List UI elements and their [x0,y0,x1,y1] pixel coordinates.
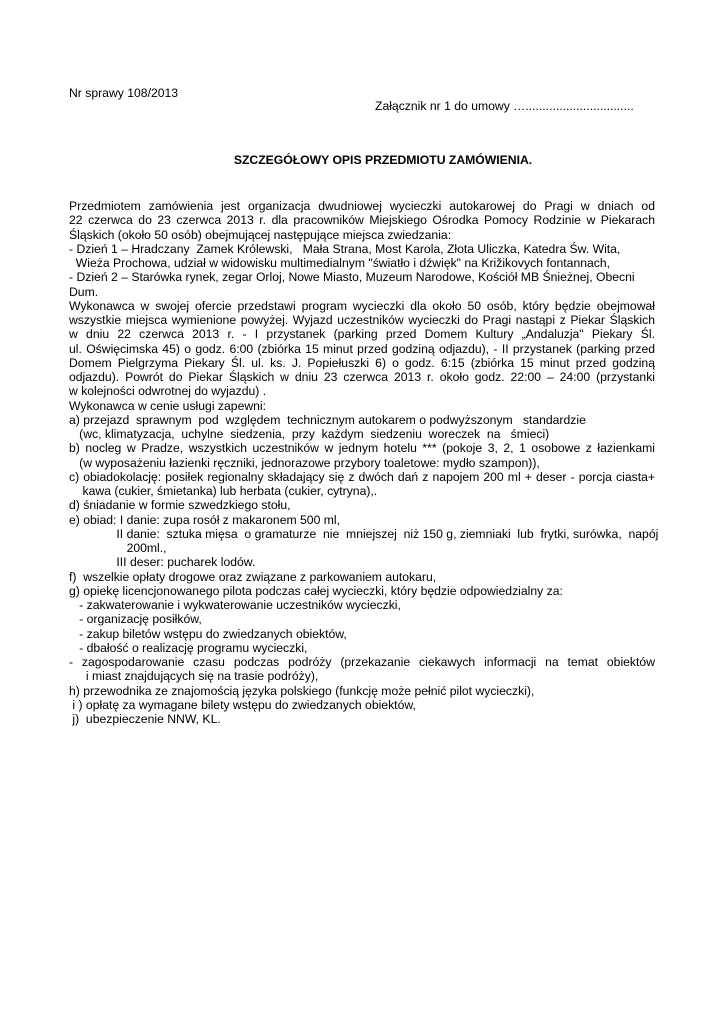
body-line: b) nocleg w Pradze, wszystkich uczestników w jednym hotelu *** (pokoje 3, 2, 1 osobowe z łazienkami [69,441,655,456]
body-line: (w wyposażeniu łazienki ręczniki, jednorazowe przybory toaletowe: mydło szampon)), [69,455,540,470]
body-line: Wykonawca w cenie usługi zapewni: [69,398,267,413]
body-line: kawa (cukier, śmietanka) lub herbata (cukier, cytryna),. [69,484,378,498]
body-line: Przedmiotem zamówienia jest organizacja dwudniowej wycieczki autokarowej do Pragi w dniach od [69,199,655,213]
body-line: - zakwaterowanie i wykwaterowanie uczestników wycieczki, [69,598,401,612]
body-line: - Dzień 2 – Starówka rynek, zegar Orloj, Nowe Miasto, Muzeum Narodowe, Kościół MB Śnieżnej, Obecni [69,270,635,285]
body-line: - zakup biletów wstępu do zwiedzanych obiektów, [69,626,347,641]
body-line: w dniu 22 czerwca 2013 r. - I przystanek (parking przed Domem Kultury „Andaluzja" Piekary Śl. [69,327,655,342]
body-line: i ) opłatę za wymagane bilety wstępu do zwiedzanych obiektów, [69,697,416,712]
body-line: II danie: sztuka mięsa o gramaturze nie mniejszej niż 150 g, ziemniaki lub frytki, surówka, napój [69,526,659,541]
body-line: h) przewodnika ze znajomością języka polskiego (funkcję może pełnić pilot wycieczki), [69,683,535,698]
body-line: i miast znajdujących się na trasie podróży), [69,669,319,684]
body-line: a) przejazd sprawnym pod względem technicznym autokarem o podwyższonym standardzie [69,412,586,427]
body-line: Wykonawca w swojej ofercie przedstawi program wycieczki dla około 50 osób, który będzie obejmował [69,298,655,313]
body-line: e) obiad: I danie: zupa rosół z makaronem 500 ml, [69,512,340,527]
body-line: - organizację posiłków, [69,612,202,627]
body-line: f) wszelkie opłaty drogowe oraz związane z parkowaniem autokaru, [69,569,437,584]
body-line: Wieża Prochowa, udział w widowisku multimedialnym "światło i dźwięk" na Križikovych fontannach, [69,256,611,270]
attachment-reference: Załącznik nr 1 do umowy …................................ [375,99,634,113]
body-line: Dum. [69,284,99,299]
body-line: d) śniadanie w formie szwedzkiego stołu, [69,498,291,513]
body-line: - dbałość o realizację programu wycieczki, [69,640,308,655]
body-line: j) ubezpieczenie NNW, KL. [69,712,221,726]
body-line: wszystkie miejsca wymienione powyżej. Wyjazd uczestników wycieczki do Pragi nastąpi z Piekar Śląskich [69,313,655,327]
body-line: Domem Pielgrzyma Piekary Śl. ul. ks. J. Popiełuszki 6) o godz. 6:15 (zbiórka 15 minut przed godziną [69,355,655,370]
body-line: odjazdu). Powrót do Piekar Śląskich w dniu 23 czerwca 2013 r. około godz. 22:00 – 24:00 (przystanki [69,370,655,384]
body-line: c) obiadokolację: posiłek regionalny składający się z dwóch dań z napojem 200 ml + deser - porcja ciasta+ [69,469,655,484]
body-line: g) opiekę licencjonowanego pilota podczas całej wycieczki, który będzie odpowiedzialny za: [69,583,563,598]
body-line: Śląskich (około 50 osób) obejmującej następujące miejsca zwiedzania: [69,227,452,242]
body-line: ul. Oświęcimska 45) o godz. 6:00 (zbiórka 15 minut przed godziną odjazdu), - II przystanek (parking przed [69,341,655,356]
body-line: w kolejności odwrotnej do wyjazdu) . [69,384,267,399]
body-line: 22 czerwca do 23 czerwca 2013 r. dla pracowników Miejskiego Ośrodka Pomocy Rodzinie w Piekarach [69,213,655,228]
document-title: SZCZEGÓŁOWY OPIS PRZEDMIOTU ZAMÓWIENIA. [233,153,533,167]
body-line: III deser: pucharek lodów. [69,555,256,570]
body-line: (wc, klimatyzacja, uchylne siedzenia, przy każdym siedzeniu woreczek na śmieci) [69,427,550,441]
body-line: - zagospodarowanie czasu podczas podróży (przekazanie ciekawych informacji na temat obiektów [69,655,655,669]
case-number: Nr sprawy 108/2013 [69,86,179,100]
body-line: 200ml., [69,541,167,555]
body-line: - Dzień 1 – Hradczany Zamek Królewski, Mała Strana, Most Karola, Złota Uliczka, Katedra Św. Wita, [69,241,621,256]
